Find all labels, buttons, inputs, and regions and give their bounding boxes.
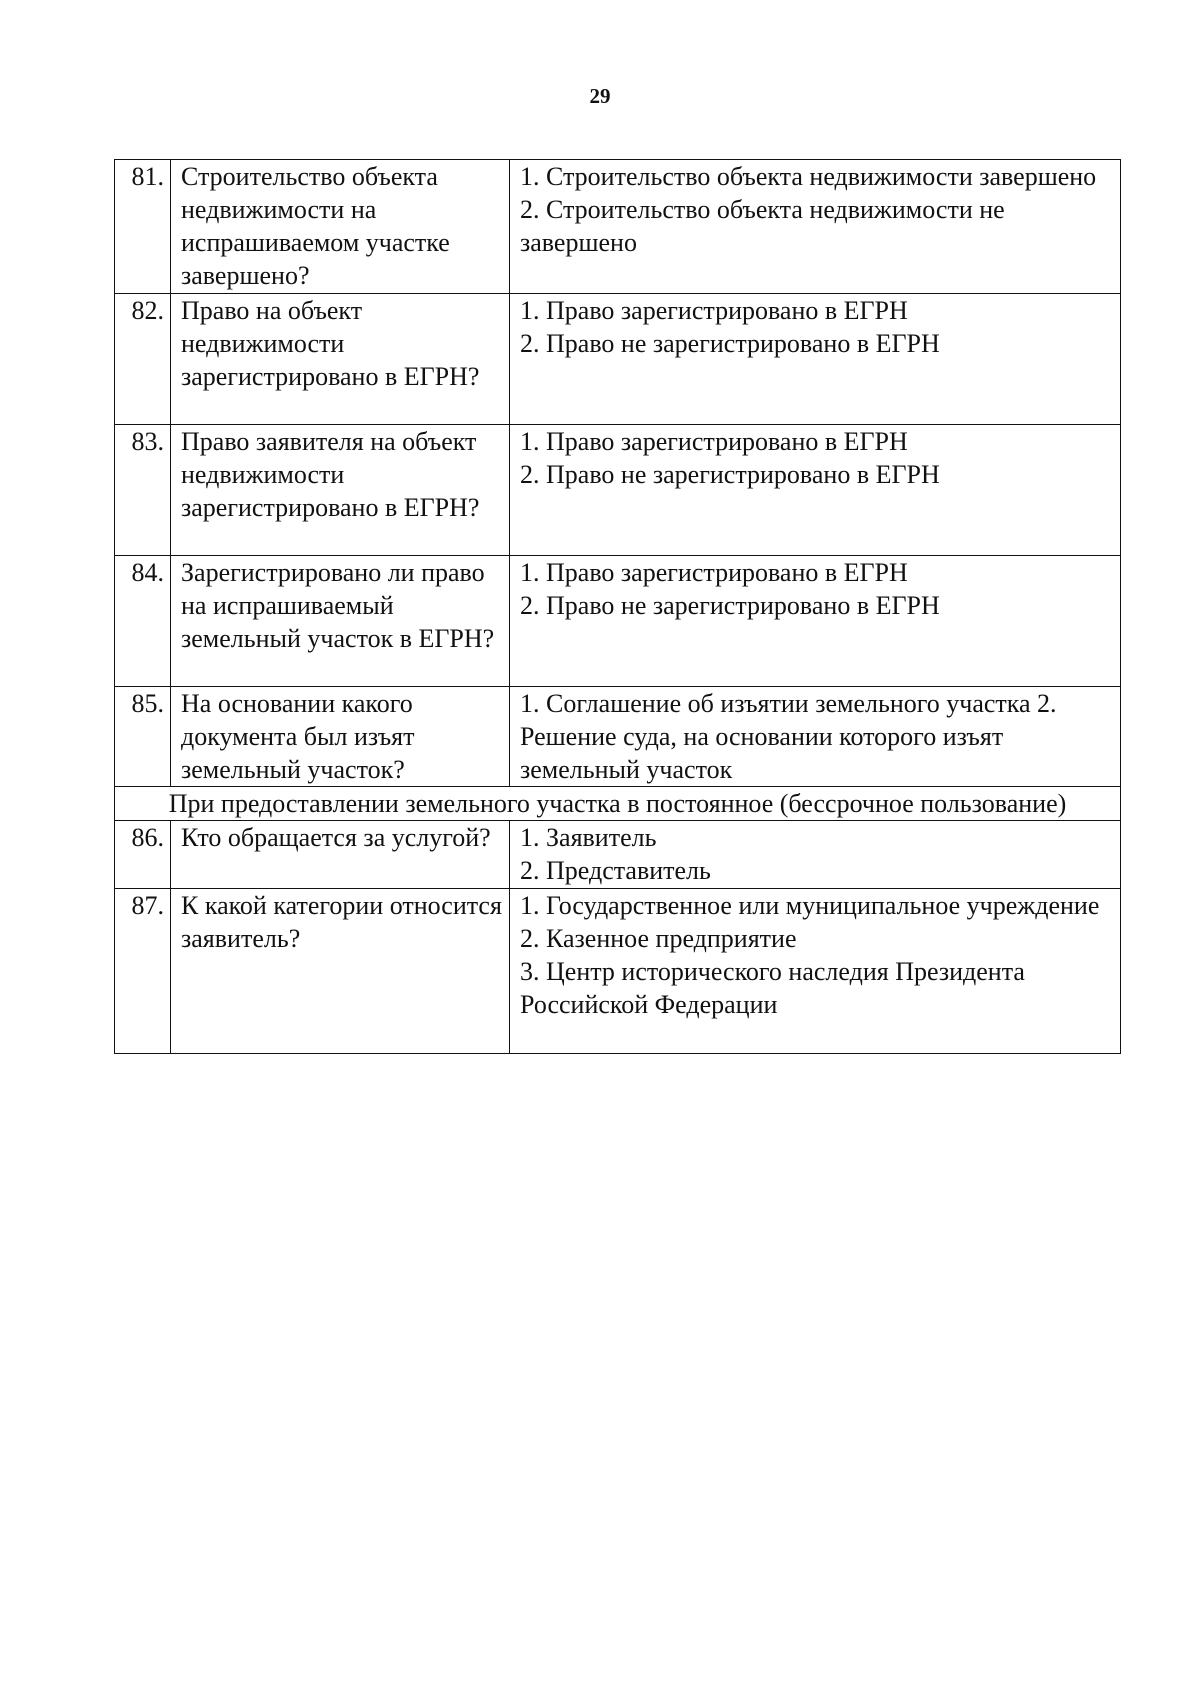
answer-option: 3. Центр исторического наследия Президента Российской Федерации [520,957,1025,1019]
row-number: 84. [115,556,171,687]
answer-option: 1. Строительство объекта недвижимости завершено [520,162,1097,191]
row-number: 82. [115,294,171,425]
table-row-83 [115,425,1121,556]
row-number: 83. [115,425,171,556]
row-number: 87. [115,889,171,1054]
question-cell: Строительство объекта недвижимости на испрашиваемом участке завершено? [171,160,510,294]
answer-option: 2. Казенное предприятие [520,924,797,953]
row-number: 86. [115,821,171,889]
answers-cell [510,821,1121,889]
question-cell: Зарегистрировано ли право на испрашиваемый земельный участок в ЕГРН? [171,556,510,687]
page-number: 29 [589,84,611,108]
answer-option: 1. Государственное или муниципальное учреждение [520,891,1100,920]
question-cell: Кто обращается за услугой? [171,821,510,889]
table-row-85 [115,687,1121,787]
section-heading: При предоставлении земельного участка в постоянное (бессрочное пользование) [115,787,1121,821]
answer-option: 2. Право не зарегистрировано в ЕГРН [520,329,940,358]
question-cell: На основании какого документа был изъят земельный участок? [171,687,510,787]
question-cell: Право на объект недвижимости зарегистрировано в ЕГРН? [171,294,510,425]
question-cell: Право заявителя на объект недвижимости зарегистрировано в ЕГРН? [171,425,510,556]
section-heading-row [115,787,1121,821]
row-number: 85. [115,687,171,787]
answer-option: 2. Строительство объекта недвижимости не завершено [520,195,1005,257]
answers-cell [510,556,1121,687]
answers-cell [510,425,1121,556]
answer-option: 1. Соглашение об изъятии земельного участка 2. Решение суда, на основании которого изъят земельный участок [520,689,1057,784]
table-row-87 [115,889,1121,1054]
answer-option: 2. Право не зарегистрировано в ЕГРН [520,591,940,620]
table-row-82 [115,294,1121,425]
answer-option: 1. Право зарегистрировано в ЕГРН [520,296,908,325]
table-row-86 [115,821,1121,889]
questions-table [114,159,1121,1054]
answers-cell [510,889,1121,1054]
answer-option: 2. Представитель [520,856,711,885]
answer-option: 1. Право зарегистрировано в ЕГРН [520,427,908,456]
answer-option: 2. Право не зарегистрировано в ЕГРН [520,460,940,489]
table-row-84 [115,556,1121,687]
answer-option: 1. Заявитель [520,823,657,852]
question-cell: К какой категории относится заявитель? [171,889,510,1054]
answers-cell [510,294,1121,425]
answers-cell [510,160,1121,294]
answer-option: 1. Право зарегистрировано в ЕГРН [520,558,908,587]
row-number: 81. [115,160,171,294]
table-row-81 [115,160,1121,294]
answers-cell [510,687,1121,787]
